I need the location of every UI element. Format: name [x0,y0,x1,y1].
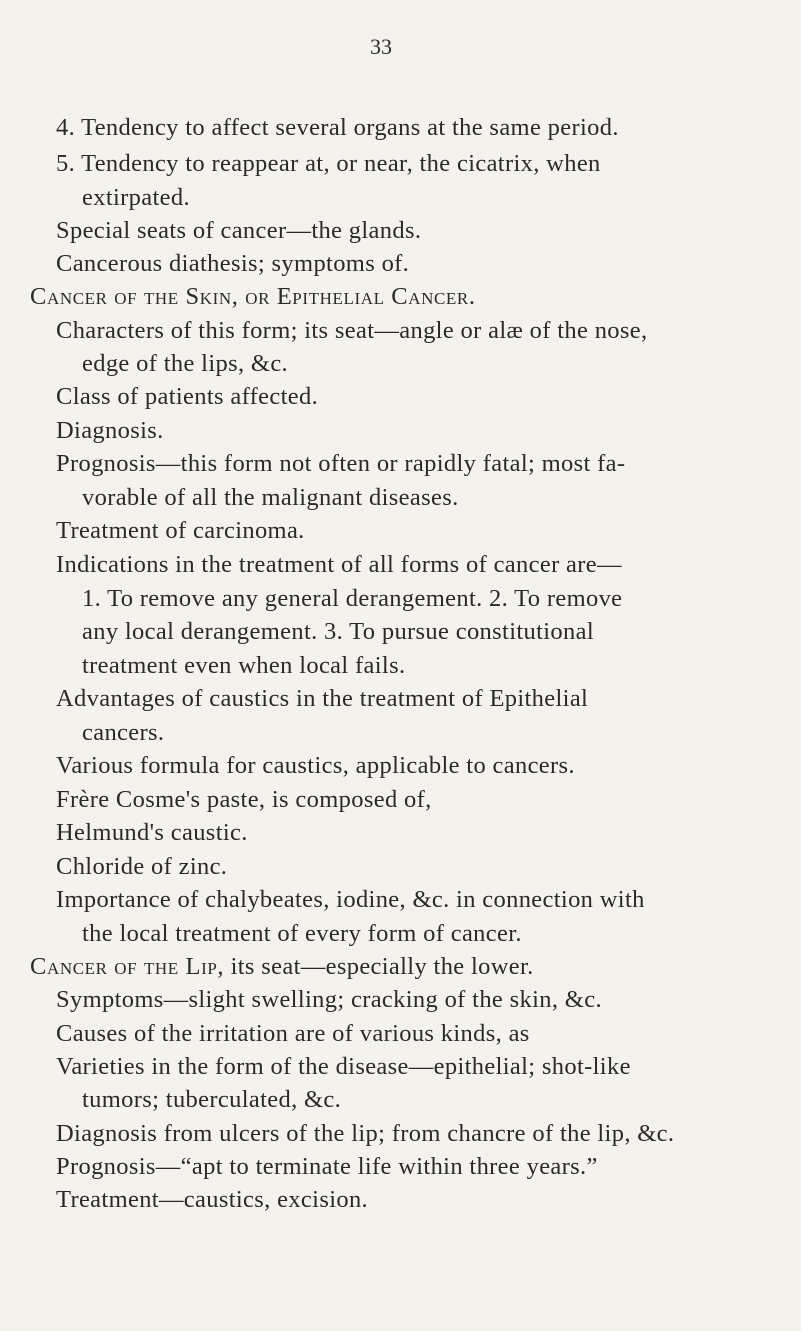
outline-line: Treatment of carcinoma. [56,517,305,544]
outline-line: Various formula for caustics, applicable to cancers. [56,752,575,779]
section-heading: Cancer of the Skin, or Epithelial Cancer. [30,283,476,310]
outline-line: Prognosis—this form not often or rapidly fatal; most fa- [56,450,626,477]
outline-line: Symptoms—slight swelling; cracking of the skin, &c. [56,986,602,1013]
outline-line: any local derangement. 3. To pursue constitutional [82,618,595,645]
outline-line: 4. Tendency to affect several organs at the same period. [56,114,619,141]
outline-line: Importance of chalybeates, iodine, &c. in connection with [56,886,645,913]
outline-line: Causes of the irritation are of various kinds, as [56,1020,530,1047]
outline-line: 1. To remove any general derangement. 2. To remove [82,585,623,612]
outline-line: extirpated. [82,184,190,211]
page-number: 33 [370,34,392,59]
outline-line: Class of patients affected. [56,383,319,410]
outline-line: vorable of all the malignant diseases. [82,484,459,511]
outline-line: edge of the lips, &c. [82,350,289,377]
outline-line: Treatment—caustics, excision. [56,1186,369,1213]
outline-line: Diagnosis from ulcers of the lip; from chancre of the lip, &c. [56,1120,675,1147]
outline-line: Frère Cosme's paste, is composed of, [56,786,432,813]
outline-line: 5. Tendency to reappear at, or near, the cicatrix, when [56,150,601,177]
section-heading: Cancer of the Lip, [30,953,225,980]
outline-line: Characters of this form; its seat—angle or alæ of the nose, [56,317,648,344]
outline-line: tumors; tuberculated, &c. [82,1086,342,1113]
outline-line: Diagnosis. [56,417,164,444]
outline-line: treatment even when local fails. [82,652,406,679]
outline-line: Prognosis—“apt to terminate life within three years.” [56,1153,598,1180]
outline-line: Indications in the treatment of all forms of cancer are— [56,551,622,578]
outline-line: Special seats of cancer—the glands. [56,217,422,244]
outline-line: cancers. [82,719,165,746]
outline-line: Chloride of zinc. [56,853,228,880]
outline-line: the local treatment of every form of cancer. [82,920,522,947]
outline-line: Cancerous diathesis; symptoms of. [56,250,410,277]
outline-line: Varieties in the form of the disease—epithelial; shot-like [56,1053,631,1080]
outline-line: Advantages of caustics in the treatment of Epithelial [56,685,589,712]
outline-line: Helmund's caustic. [56,819,248,846]
section-heading-line [30,953,534,981]
heading-rest: its seat—especially the lower. [224,953,534,980]
